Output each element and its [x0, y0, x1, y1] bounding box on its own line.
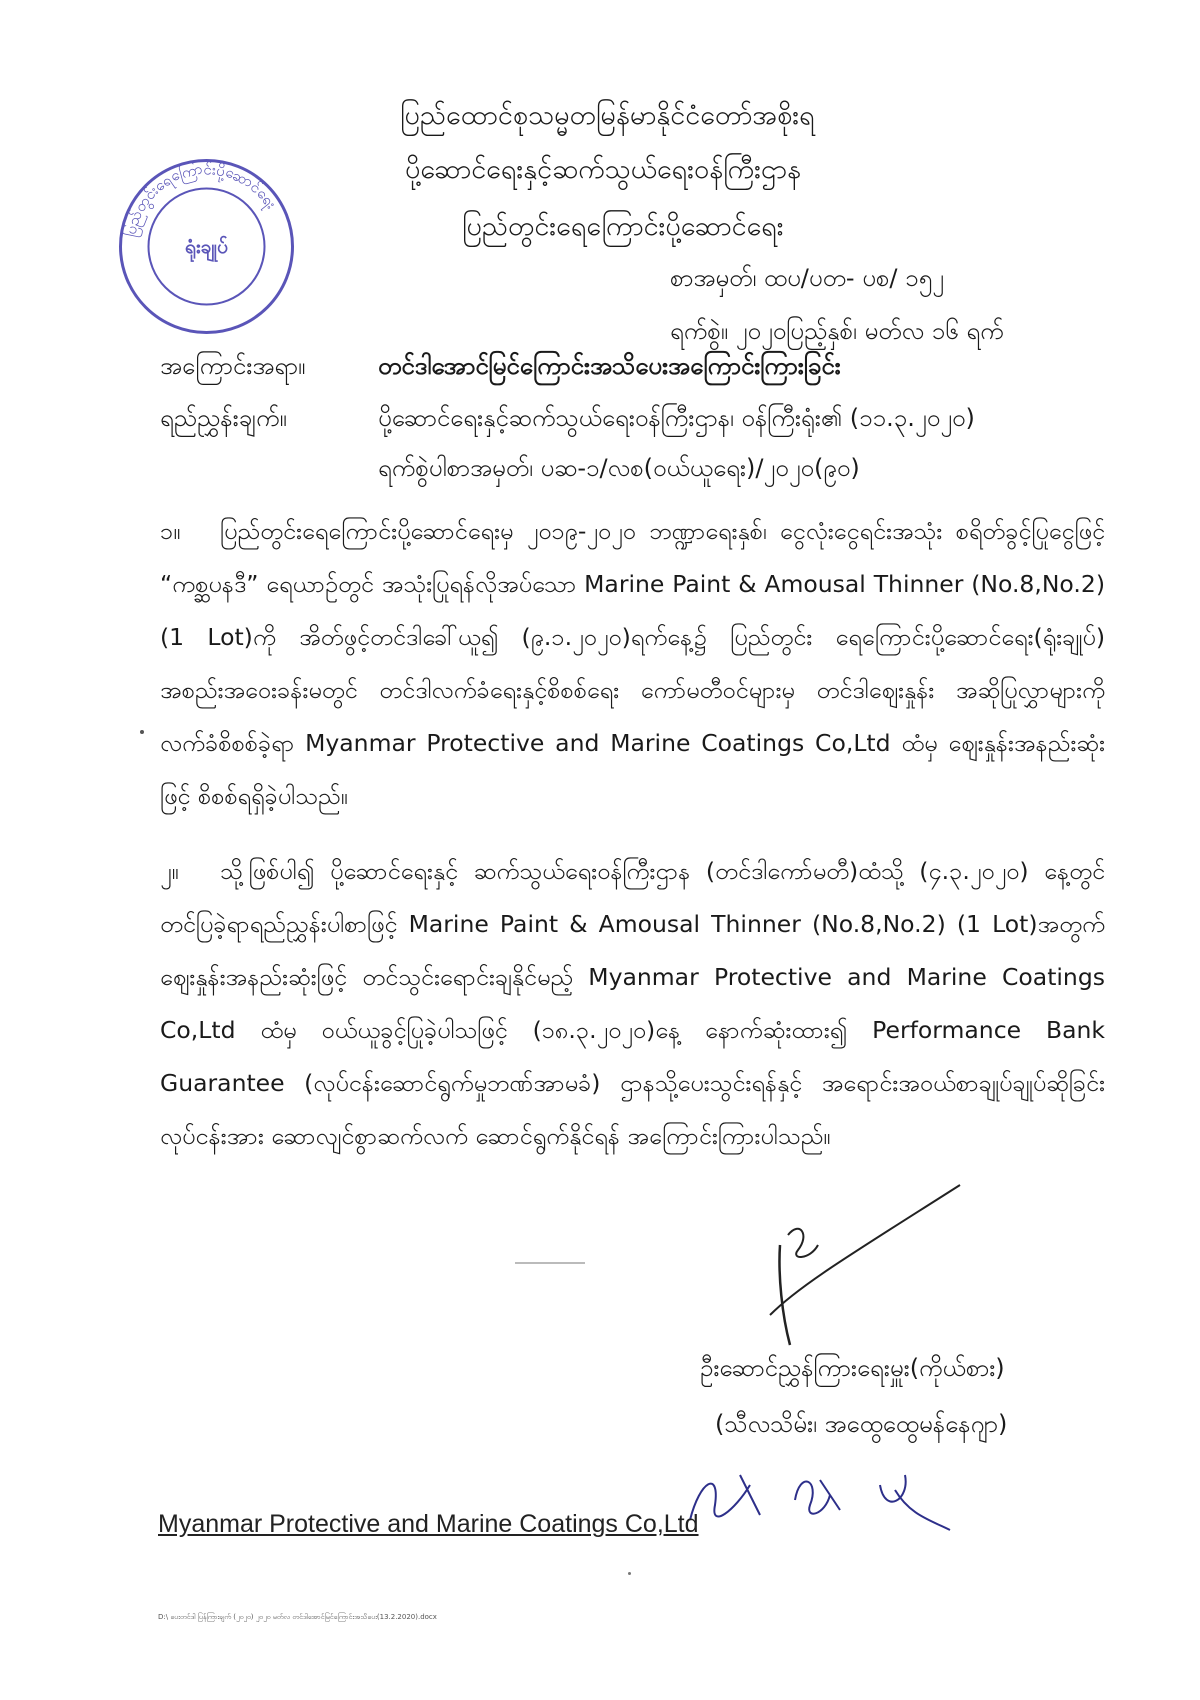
svg-text:ပြည်တွင်းရေကြောင်းပို့ဆောင်ရေး — [120, 158, 280, 239]
margin-dot-2 — [628, 1572, 631, 1575]
paragraph-1-number: ၁။ — [160, 517, 181, 545]
letter-date: ရက်စွဲ။ ၂၀၂၀ပြည့်နှစ်၊ မတ်လ ၁၆ ရက် — [670, 317, 1004, 345]
subject-value: တင်ဒါအောင်မြင်ကြောင်းအသိပေးအကြောင်းကြားခြင်း — [378, 352, 841, 380]
file-path-footer: D:\ ပေးတင်ဒါ ပြန်ကြားချက် (၂၀၂၀) ၂၀၂၀ မတ်လ တင်ဒါအောင်မြင်ကြောင်းအသိပေး(13.2.2020).docx — [158, 1613, 437, 1621]
divider-mark — [515, 1262, 585, 1264]
reference-line-2: ရက်စွဲပါစာအမှတ်၊ ပဆ-၁/လစ(ဝယ်ယူရေး)/၂၀၂၀(၉၀) — [378, 454, 860, 482]
paragraph-2-number: ၂။ — [160, 857, 179, 885]
paragraph-2 — [160, 845, 1105, 1163]
margin-dot — [140, 730, 144, 734]
government-header: ပြည်ထောင်စုသမ္မတမြန်မာနိုင်ငံတော်အစိုးရ — [400, 100, 815, 131]
paragraph-1-text: ပြည်တွင်းရေကြောင်းပို့ဆောင်ရေးမှ ၂၀၁၉-၂၀၂၀ ဘဏ္ဍာရေးနှစ်၊ ငွေလုံးငွေရင်းအသုံး စရိတ်ခွင့်ပြုငွေဖြင့် “ကစ္ဆပနဒီ” ရေယာဉ်တွင် အသုံးပြုရန်လိုအပ်သော Marine Paint & Amousal Thinner (No.8,No.2)(1 Lot)ကို အိတ်ဖွင့်တင်ဒါခေါ်ယူ၍ (၉.၁.၂၀၂၀)ရက်နေ့၌ ပြည်တွင်း ရေကြောင်းပို့ဆောင်ရေး(ရုံးချုပ်) အစည်းအဝေးခန်းမတွင် တင်ဒါလက်ခံရေးနှင့်စိစစ်ရေး ကော်မတီဝင်များမှ တင်ဒါဈေးနှုန်း အဆိုပြုလွှာများကို လက်ခံစိစစ်ခဲ့ရာ Myanmar Protective and Marine Coatings Co,Ltd ထံမှ ဈေးနှုန်းအနည်းဆုံးဖြင့် စိစစ်ရရှိခဲ့ပါသည်။ — [160, 517, 1105, 810]
paragraph-2-text: သို့ဖြစ်ပါ၍ ပို့ဆောင်ရေးနှင့် ဆက်သွယ်ရေးဝန်ကြီးဌာန (တင်ဒါကော်မတီ)ထံသို့ (၄.၃.၂၀၂၀) နေ့တွင်တင်ပြခဲ့ရာရည်ညွှန်းပါစာဖြင့် Marine Paint & Amousal Thinner (No.8,No.2) (1 Lot)အတွက် ဈေးနှုန်းအနည်းဆုံးဖြင့် တင်သွင်းရောင်းချနိုင်မည့် Myanmar Protective and Marine Coatings Co,Ltd ထံမှ ဝယ်ယူခွင့်ပြုခဲ့ပါသဖြင့် (၁၈.၃.၂၀၂၀)နေ့ နောက်ဆုံးထား၍ Performance Bank Guarantee (လုပ်ငန်းဆောင်ရွက်မှုဘဏ်အာမခံ) ဌာနသို့ပေးသွင်းရန်နှင့် အရောင်းအဝယ်စာချုပ်ချုပ်ဆိုခြင်းလုပ်ငန်းအား ဆောလျင်စွာဆက်လက် ဆောင်ရွက်နိုင်ရန် အကြောင်းကြားပါသည်။ — [160, 857, 1105, 1150]
reference-number: စာအမှတ်၊ ထပ/ပတ- ပစ/ ၁၅၂ — [670, 264, 944, 292]
recipient-company: Myanmar Protective and Marine Coatings Co,Ltd — [158, 1510, 699, 1538]
ministry-header: ပို့ဆောင်ရေးနှင့်ဆက်သွယ်ရေးဝန်ကြီးဌာန — [405, 154, 801, 185]
department-header: ပြည်တွင်းရေကြောင်းပို့ဆောင်ရေး — [462, 211, 784, 242]
subject-label: အကြောင်းအရာ။ — [160, 352, 306, 380]
office-seal — [115, 155, 298, 338]
seal-ring-text: ပြည်တွင်းရေကြောင်းပို့ဆောင်ရေး — [121, 159, 281, 239]
signatory-title: ဦးဆောင်ညွှန်ကြားရေးမှူး(ကိုယ်စား) — [700, 1354, 1005, 1382]
reference-line-1: ပို့ဆောင်ရေးနှင့်ဆက်သွယ်ရေးဝန်ကြီးဌာန၊ ဝန်ကြီးရုံး၏ (၁၁.၃.၂၀၂၀) — [378, 404, 975, 432]
signature-scribble — [760, 1165, 980, 1355]
reference-label: ရည်ညွှန်းချက်။ — [160, 404, 287, 432]
paragraph-1 — [160, 505, 1105, 823]
initials-signatures — [680, 1460, 980, 1540]
seal-center-text: ရုံးချုပ် — [185, 236, 228, 258]
signatory-name: (သီလသိမ်း၊ အထွေထွေမန်နေဂျာ) — [715, 1410, 1008, 1438]
